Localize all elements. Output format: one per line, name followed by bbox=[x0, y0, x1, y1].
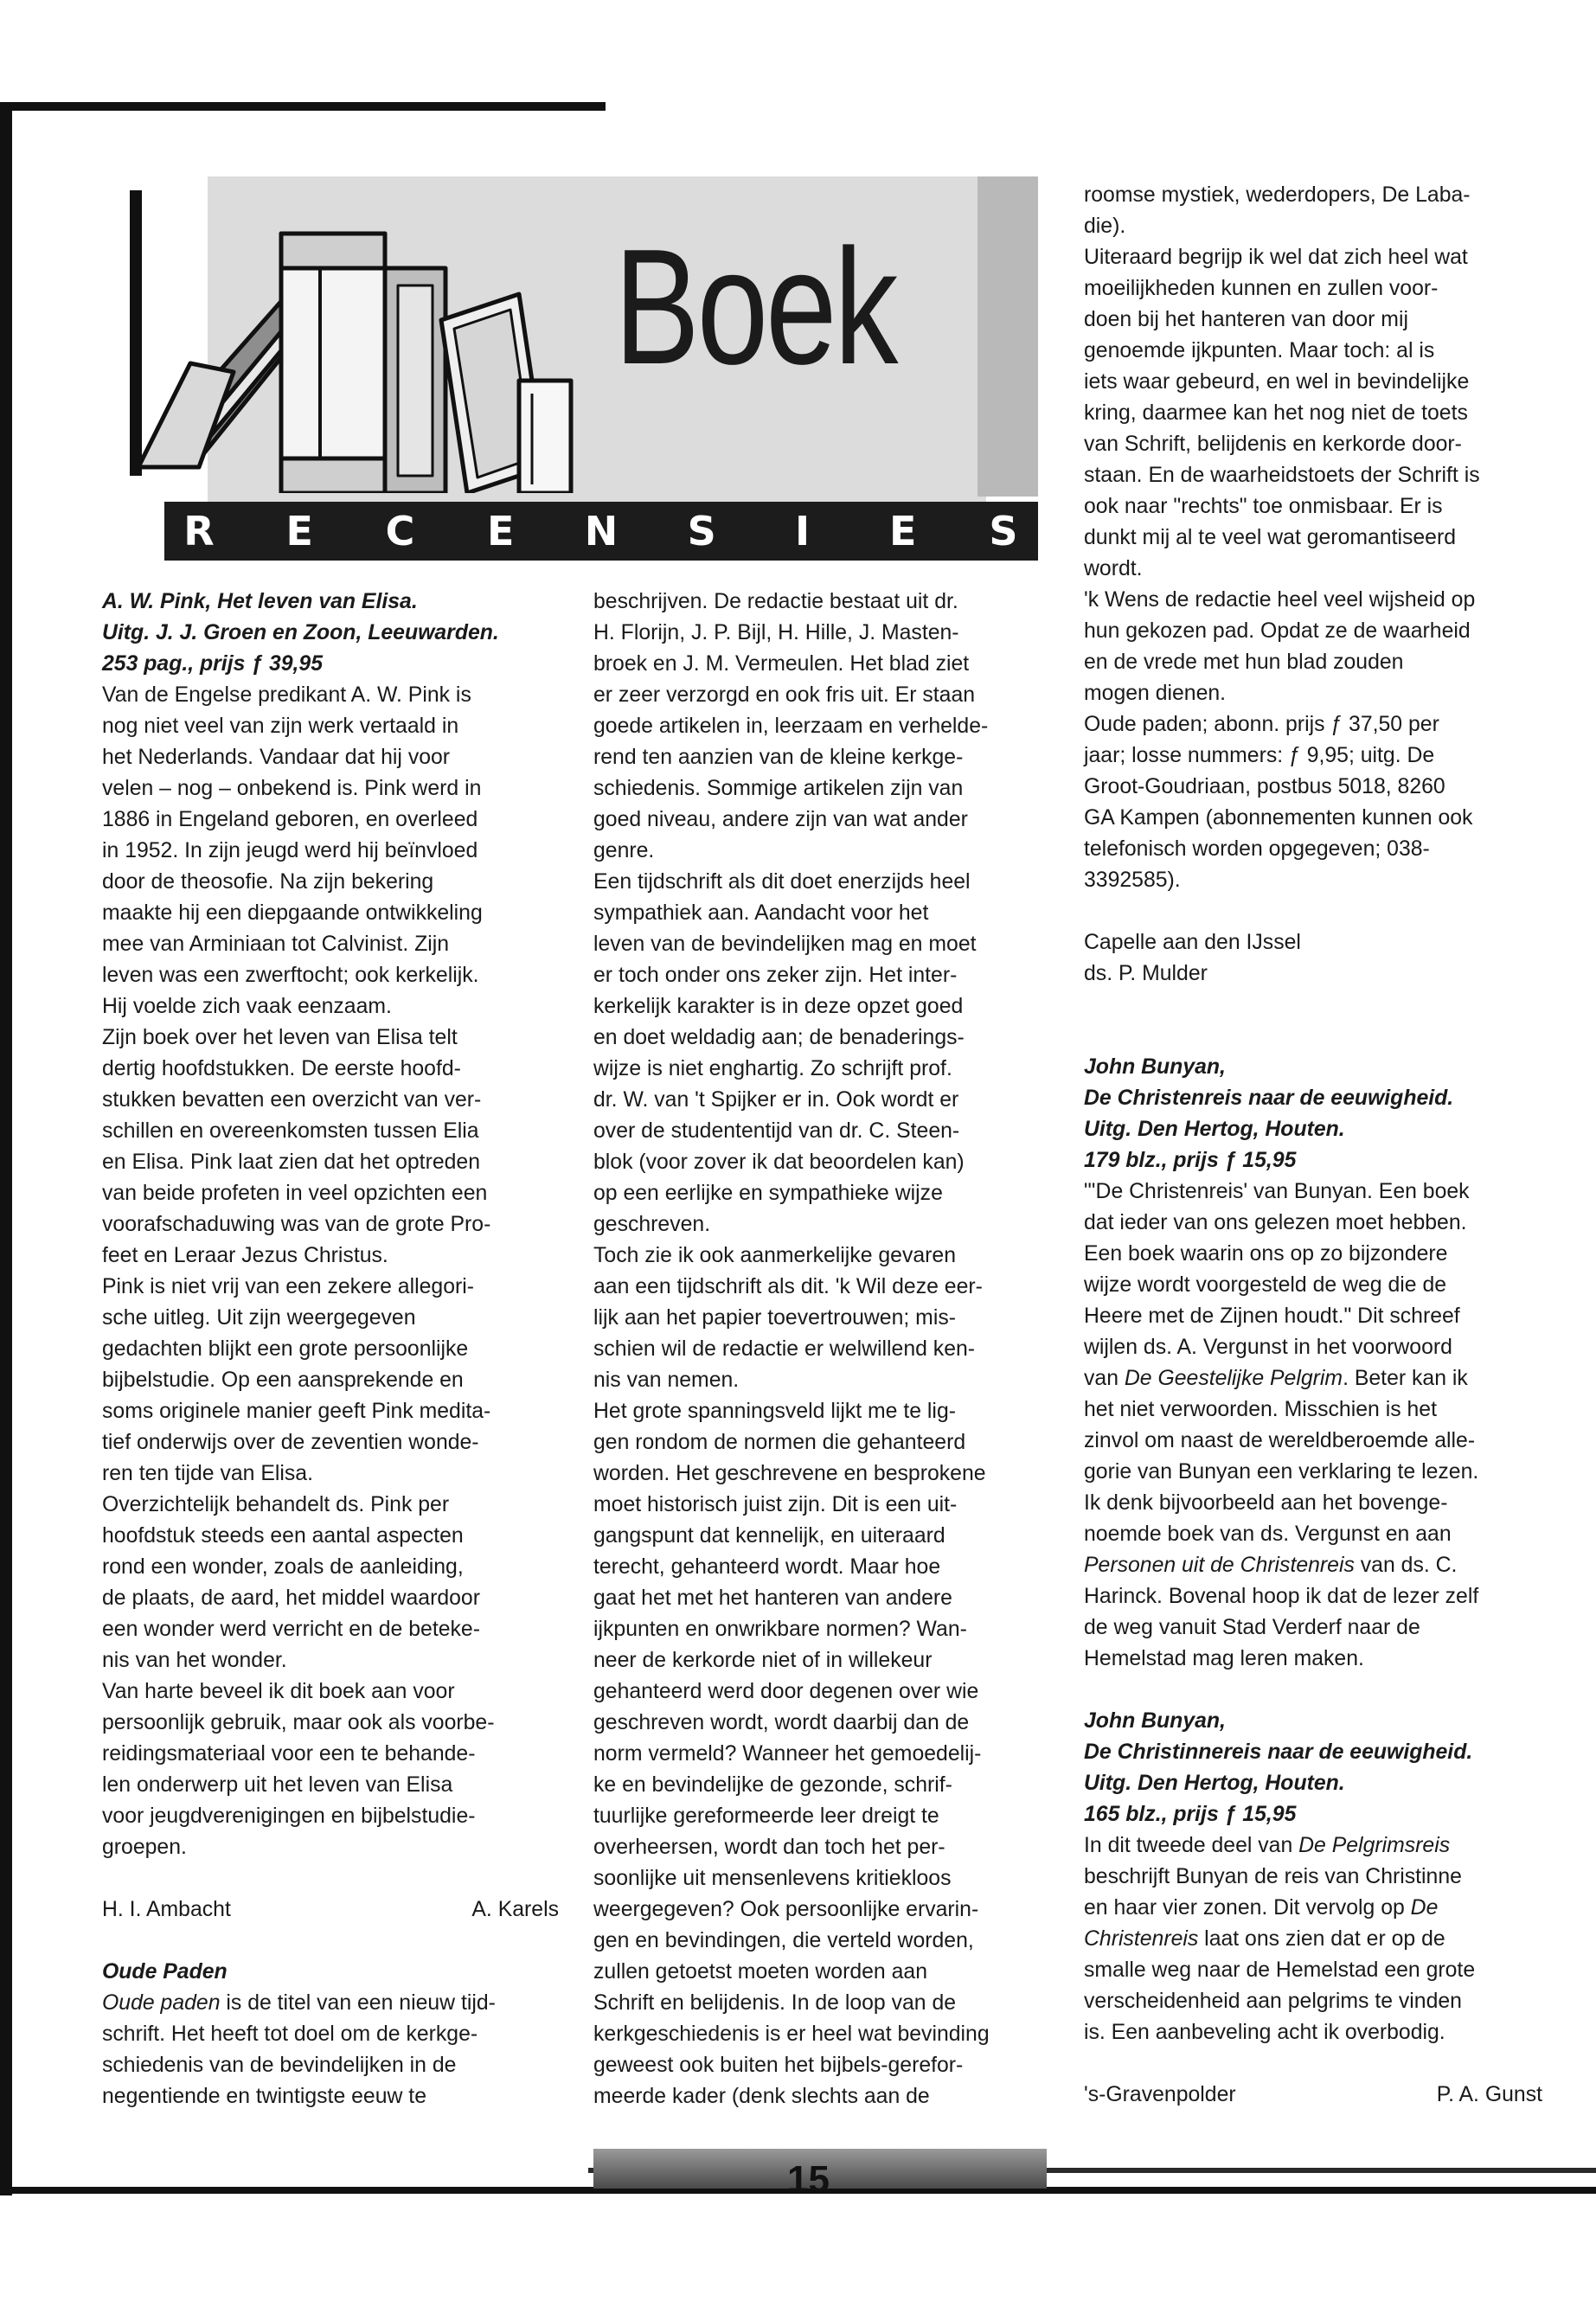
boek-recensies-header bbox=[104, 173, 1038, 562]
text-line: kring, daarmee kan het nog niet de toets bbox=[1084, 401, 1468, 425]
text-line: moeilijkheden kunnen en zullen voor- bbox=[1084, 277, 1439, 300]
text-line: geschreven wordt, wordt daarbij dan de bbox=[593, 1711, 970, 1734]
text-line: er toch onder ons zeker zijn. Het inter- bbox=[593, 964, 958, 987]
text-span: laat ons zien dat er op de bbox=[1198, 1927, 1445, 1951]
text-line: neer de kerkorde niet of in willekeur bbox=[593, 1649, 933, 1672]
text-line bbox=[1084, 1363, 1542, 1394]
review-heading: De Christinnereis naar de eeuwigheid. bbox=[1084, 1740, 1473, 1764]
text-line: Hemelstad mag leren maken. bbox=[1084, 1647, 1364, 1670]
text-line: die). bbox=[1084, 215, 1126, 238]
text-line: tuurlijke gereformeerde leer dreigt te bbox=[593, 1804, 939, 1828]
text-line: dertig hoofdstukken. De eerste hoofd- bbox=[102, 1057, 461, 1080]
text-line: lijk aan het papier toevertrouwen; mis- bbox=[593, 1306, 956, 1330]
signature-author: A. Karels bbox=[471, 1898, 559, 1921]
text-line: Zijn boek over het leven van Elisa telt bbox=[102, 1026, 458, 1049]
text-line: hun gekozen pad. Opdat ze de waarheid bbox=[1084, 619, 1471, 643]
text-line: van beide profeten in veel opzichten een bbox=[102, 1182, 488, 1205]
text-line: hoofdstuk steeds een aantal aspecten bbox=[102, 1524, 464, 1548]
text-line: de weg vanuit Stad Verderf naar de bbox=[1084, 1616, 1420, 1639]
text-line: Heere met de Zijnen houdt." Dit schreef bbox=[1084, 1304, 1460, 1328]
page-number: 15 bbox=[787, 2158, 830, 2201]
review-heading: 179 blz., prijs ƒ 15,95 bbox=[1084, 1149, 1297, 1172]
review-heading: De Christenreis naar de eeuwigheid. bbox=[1084, 1086, 1454, 1110]
text-line: wijze wordt voorgesteld de weg die de bbox=[1084, 1273, 1447, 1297]
scan-edge-top bbox=[0, 102, 606, 111]
text-span: is de titel van een nieuw tijd- bbox=[220, 1991, 496, 2015]
text-line: gen en bevindingen, die verteld worden, bbox=[593, 1929, 974, 1952]
recensies-letter: S bbox=[687, 508, 716, 554]
signature-place: Capelle aan den IJssel bbox=[1084, 931, 1301, 954]
review-heading: John Bunyan, bbox=[1084, 1709, 1226, 1733]
review-body bbox=[1084, 180, 1542, 896]
recensies-letter: I bbox=[794, 508, 811, 554]
recensies-letter: N bbox=[584, 508, 619, 554]
text-line: de plaats, de aard, het middel waardoor bbox=[102, 1586, 480, 1610]
text-line: genre. bbox=[593, 839, 655, 862]
text-line bbox=[1084, 1893, 1542, 1924]
text-line: schrift. Het heeft tot doel om de kerkge- bbox=[102, 2022, 478, 2046]
italic-title: Oude paden bbox=[102, 1991, 221, 2015]
text-line bbox=[102, 1988, 559, 2019]
text-line bbox=[1084, 1550, 1542, 1581]
review-heading: Oude Paden bbox=[102, 1960, 228, 1984]
text-line: leven van de bevindelijken mag en moet bbox=[593, 933, 977, 956]
text-line: in 1952. In zijn jeugd werd hij beïnvloed bbox=[102, 839, 478, 862]
text-span: . Beter kan ik bbox=[1343, 1367, 1468, 1390]
header-title: Boek bbox=[614, 215, 896, 399]
signature-place: 's-Gravenpolder bbox=[1084, 2083, 1236, 2106]
text-line: tief onderwijs over de zeventien wonde- bbox=[102, 1431, 479, 1454]
text-line: reidingsmateriaal voor een te behande- bbox=[102, 1742, 476, 1766]
text-line: leven was een zwerftocht; ook kerkelijk. bbox=[102, 964, 479, 987]
text-line: mee van Arminiaan tot Calvinist. Zijn bbox=[102, 933, 450, 956]
books-illustration bbox=[138, 208, 588, 493]
recensies-letter: R bbox=[183, 508, 215, 554]
italic-title: Christenreis bbox=[1084, 1927, 1199, 1951]
text-line: nis van nemen. bbox=[593, 1368, 740, 1392]
text-line: wijze is niet enghartig. Zo schrijft prof. bbox=[593, 1057, 952, 1080]
text-line: schiedenis van de bevindelijken in de bbox=[102, 2054, 457, 2077]
text-span: In dit tweede deel van bbox=[1084, 1834, 1299, 1857]
text-line: Hij voelde zich vaak eenzaam. bbox=[102, 995, 392, 1018]
text-line: schien wil de redactie er welwillend ken- bbox=[593, 1337, 976, 1361]
italic-title: De bbox=[1410, 1896, 1439, 1920]
text-line: kerkelijk karakter is in deze opzet goed bbox=[593, 995, 964, 1018]
review-body bbox=[593, 586, 1050, 2112]
column-3 bbox=[1084, 180, 1542, 2111]
text-line: voorafschaduwing was van de grote Pro- bbox=[102, 1213, 491, 1236]
text-line: persoonlijk gebruik, maar ook als voorbe- bbox=[102, 1711, 495, 1734]
text-line: zullen getoetst moeten worden aan bbox=[593, 1960, 927, 1984]
text-line: maakte hij een diepgaande ontwikkeling bbox=[102, 901, 483, 925]
review-heading: Uitg. J. J. Groen en Zoon, Leeuwarden. bbox=[102, 621, 499, 644]
text-line: nis van het wonder. bbox=[102, 1649, 287, 1672]
text-line: dr. W. van 't Spijker er in. Ook wordt er bbox=[593, 1088, 959, 1112]
text-line: soonlijke uit mensenlevens kritiekloos bbox=[593, 1867, 952, 1890]
italic-title: De Geestelijke Pelgrim bbox=[1124, 1367, 1343, 1390]
text-line: telefonisch worden opgegeven; 038- bbox=[1084, 837, 1430, 861]
text-line: ke en bevindelijke de gezonde, schrif- bbox=[593, 1773, 952, 1797]
text-line: gen rondom de normen die gehanteerd bbox=[593, 1431, 966, 1454]
text-line: 'k Wens de redactie heel veel wijsheid op bbox=[1084, 588, 1476, 612]
recensies-letter: S bbox=[989, 508, 1018, 554]
recensies-letter: E bbox=[285, 508, 313, 554]
text-line: gehanteerd werd door degenen over wie bbox=[593, 1680, 979, 1703]
signature-author: P. A. Gunst bbox=[1436, 2083, 1542, 2106]
text-line: door de theosofie. Na zijn bekering bbox=[102, 870, 434, 894]
column-2 bbox=[593, 586, 1050, 2112]
text-line: Oude paden; abonn. prijs ƒ 37,50 per bbox=[1084, 713, 1439, 736]
text-line: bijbelstudie. Op een aansprekende en bbox=[102, 1368, 464, 1392]
text-line: rend ten aanzien van de kleine kerkge- bbox=[593, 746, 964, 769]
signature-author: ds. P. Mulder bbox=[1084, 962, 1208, 985]
text-line: en de vrede met hun blad zouden bbox=[1084, 651, 1404, 674]
text-line: smalle weg naar de Hemelstad een grote bbox=[1084, 1958, 1476, 1982]
text-line: broek en J. M. Vermeulen. Het blad ziet bbox=[593, 652, 970, 676]
text-line: voor jeugdverenigingen en bijbelstudie- bbox=[102, 1804, 476, 1828]
text-line: geschreven. bbox=[593, 1213, 711, 1236]
text-line: beschrijven. De redactie bestaat uit dr. bbox=[593, 590, 958, 613]
text-line: het niet verwoorden. Misschien is het bbox=[1084, 1398, 1437, 1421]
text-line: wordt. bbox=[1084, 557, 1143, 580]
text-line: Pink is niet vrij van een zekere allegori- bbox=[102, 1275, 475, 1298]
text-line: nog niet veel van zijn werk vertaald in bbox=[102, 715, 459, 738]
text-line: feet en Leraar Jezus Christus. bbox=[102, 1244, 388, 1267]
text-line: gangspunt dat kennelijk, en uiteraard bbox=[593, 1524, 945, 1548]
text-line: van Schrift, belijdenis en kerkorde door- bbox=[1084, 433, 1462, 456]
text-line: overheersen, wordt dan toch het per- bbox=[593, 1836, 945, 1859]
text-line: mogen dienen. bbox=[1084, 682, 1227, 705]
review-heading: 165 blz., prijs ƒ 15,95 bbox=[1084, 1803, 1297, 1826]
text-line: dunkt mij al te veel wat geromantiseerd bbox=[1084, 526, 1457, 549]
text-line: Van de Engelse predikant A. W. Pink is bbox=[102, 683, 471, 707]
italic-title: De Pelgrimsreis bbox=[1298, 1834, 1451, 1857]
text-line: verscheidenheid aan pelgrims te vinden bbox=[1084, 1990, 1462, 2013]
text-line: geweest ook buiten het bijbels-gerefor- bbox=[593, 2054, 964, 2077]
text-line: Toch zie ik ook aanmerkelijke gevaren bbox=[593, 1244, 957, 1267]
text-span: van bbox=[1084, 1367, 1125, 1390]
text-line: is. Een aanbeveling acht ik overbodig. bbox=[1084, 2021, 1445, 2044]
text-line: Een boek waarin ons op zo bijzondere bbox=[1084, 1242, 1448, 1266]
text-line: "'De Christenreis' van Bunyan. Een boek bbox=[1084, 1180, 1470, 1203]
text-line: ijkpunten en onwrikbare normen? Wan- bbox=[593, 1618, 967, 1641]
text-line: staan. En de waarheidstoets der Schrift is bbox=[1084, 464, 1480, 487]
text-line: gedachten blijkt een grote persoonlijke bbox=[102, 1337, 469, 1361]
text-line: jaar; losse nummers: ƒ 9,95; uitg. De bbox=[1084, 744, 1435, 767]
text-line: Groot-Goudriaan, postbus 5018, 8260 bbox=[1084, 775, 1445, 798]
text-line: meerde kader (denk slechts aan de bbox=[593, 2085, 930, 2108]
text-line: schillen en overeenkomsten tussen Elia bbox=[102, 1119, 479, 1143]
text-line: gaat het met het hanteren van andere bbox=[593, 1586, 952, 1610]
text-line: velen – nog – onbekend is. Pink werd in bbox=[102, 777, 482, 800]
text-line: GA Kampen (abonnementen kunnen ook bbox=[1084, 806, 1473, 830]
text-line: moet historisch juist zijn. Dit is een uit- bbox=[593, 1493, 958, 1516]
text-line: groepen. bbox=[102, 1836, 187, 1859]
book-large-icon bbox=[281, 234, 385, 493]
bookend-icon bbox=[138, 363, 234, 467]
text-line: 3392585). bbox=[1084, 868, 1181, 892]
text-line: norm vermeld? Wanneer het gemoedelij- bbox=[593, 1742, 982, 1766]
text-line: er zeer verzorgd en ook fris uit. Er staan bbox=[593, 683, 976, 707]
text-line: wijlen ds. A. Vergunst in het voorwoord bbox=[1084, 1336, 1452, 1359]
text-line: goed niveau, andere zijn van wat ander bbox=[593, 808, 968, 831]
text-line: soms originele manier geeft Pink medita- bbox=[102, 1400, 491, 1423]
book-small-icon bbox=[519, 381, 571, 493]
text-line: aan een tijdschrift als dit. 'k Wil deze eer- bbox=[593, 1275, 983, 1298]
text-line: doen bij het hanteren van door mij bbox=[1084, 308, 1408, 331]
text-line: weergegeven? Ook persoonlijke ervarin- bbox=[593, 1898, 979, 1921]
text-line: over de studententijd van dr. C. Steen- bbox=[593, 1119, 960, 1143]
text-line: schiedenis. Sommige artikelen zijn van bbox=[593, 777, 964, 800]
review-signature bbox=[102, 1894, 559, 1926]
text-line: kerkgeschiedenis is er heel wat bevinding bbox=[593, 2022, 990, 2046]
review-heading: John Bunyan, bbox=[1084, 1055, 1226, 1079]
column-1 bbox=[102, 586, 559, 2112]
text-line: Schrift en belijdenis. In de loop van de bbox=[593, 1991, 957, 2015]
text-line: H. Florijn, J. P. Bijl, H. Hille, J. Masten- bbox=[593, 621, 959, 644]
text-line: genoemde ijkpunten. Maar toch: al is bbox=[1084, 339, 1435, 362]
scan-edge-left bbox=[0, 102, 12, 2195]
review-heading: A. W. Pink, Het leven van Elisa. bbox=[102, 590, 418, 613]
signature-place: H. I. Ambacht bbox=[102, 1898, 231, 1921]
text-line: goede artikelen in, leerzaam en verhelde- bbox=[593, 715, 989, 738]
text-line: sche uitleg. Uit zijn weergegeven bbox=[102, 1306, 416, 1330]
text-line: en doet weldadig aan; de benaderings- bbox=[593, 1026, 965, 1049]
text-line bbox=[1084, 1924, 1542, 1955]
text-line: gorie van Bunyan een verklaring te lezen. bbox=[1084, 1460, 1479, 1484]
text-line: beschrijft Bunyan de reis van Christinne bbox=[1084, 1865, 1462, 1888]
text-line: 1886 in Engeland geboren, en overleed bbox=[102, 808, 478, 831]
review-signature bbox=[1084, 2080, 1542, 2111]
text-line: terecht, gehanteerd wordt. Maar hoe bbox=[593, 1555, 941, 1579]
text-line: Overzichtelijk behandelt ds. Pink per bbox=[102, 1493, 450, 1516]
review-heading: 253 pag., prijs ƒ 39,95 bbox=[102, 652, 324, 676]
text-line: roomse mystiek, wederdopers, De Laba- bbox=[1084, 183, 1471, 207]
text-span: van ds. C. bbox=[1354, 1554, 1458, 1577]
review-body bbox=[102, 680, 559, 1863]
recensies-letters bbox=[173, 505, 1029, 557]
text-line: het Nederlands. Vandaar dat hij voor bbox=[102, 746, 451, 769]
text-line: Ik denk bijvoorbeeld aan het bovenge- bbox=[1084, 1491, 1448, 1515]
review-heading: Uitg. Den Hertog, Houten. bbox=[1084, 1118, 1345, 1141]
text-line: stukken bevatten een overzicht van ver- bbox=[102, 1088, 482, 1112]
recensies-letter: E bbox=[889, 508, 917, 554]
text-line: zinvol om naast de wereldberoemde alle- bbox=[1084, 1429, 1476, 1452]
text-line: ren ten tijde van Elisa. bbox=[102, 1462, 313, 1485]
text-line: worden. Het geschrevene en besprokene bbox=[593, 1462, 986, 1485]
text-span: en haar vier zonen. Dit vervolg op bbox=[1084, 1896, 1411, 1920]
text-line: op een eerlijke en sympathieke wijze bbox=[593, 1182, 943, 1205]
text-line: rond een wonder, zoals de aanleiding, bbox=[102, 1555, 464, 1579]
text-line: Het grote spanningsveld lijkt me te lig- bbox=[593, 1400, 956, 1423]
text-line: ook naar "rechts" toe onmisbaar. Er is bbox=[1084, 495, 1443, 518]
review-heading: Uitg. Den Hertog, Houten. bbox=[1084, 1772, 1345, 1795]
text-line bbox=[1084, 1830, 1542, 1862]
text-line: sympathiek aan. Aandacht voor het bbox=[593, 901, 929, 925]
text-line: len onderwerp uit het leven van Elisa bbox=[102, 1773, 453, 1797]
text-line: Harinck. Bovenal hoop ik dat de lezer zelf bbox=[1084, 1585, 1479, 1608]
text-line: een wonder werd verricht en de beteke- bbox=[102, 1618, 480, 1641]
text-line: dat ieder van ons gelezen moet hebben. bbox=[1084, 1211, 1467, 1234]
text-line: Uiteraard begrijp ik wel dat zich heel wat bbox=[1084, 246, 1468, 269]
italic-title: Personen uit de Christenreis bbox=[1084, 1554, 1355, 1577]
header-band-right bbox=[977, 176, 1038, 497]
text-line: Een tijdschrift als dit doet enerzijds heel bbox=[593, 870, 971, 894]
text-line: Van harte beveel ik dit boek aan voor bbox=[102, 1680, 455, 1703]
text-line: iets waar gebeurd, en wel in bevindelijke bbox=[1084, 370, 1470, 394]
recensies-letter: E bbox=[487, 508, 515, 554]
recensies-letter: C bbox=[385, 508, 415, 554]
text-line: blok (voor zover ik dat beoordelen kan) bbox=[593, 1150, 965, 1174]
text-line: negentiende en twintigste eeuw te bbox=[102, 2085, 426, 2108]
text-line: en Elisa. Pink laat zien dat het optreden bbox=[102, 1150, 480, 1174]
text-line: noemde boek van ds. Vergunst en aan bbox=[1084, 1522, 1452, 1546]
review-body bbox=[102, 2019, 559, 2112]
